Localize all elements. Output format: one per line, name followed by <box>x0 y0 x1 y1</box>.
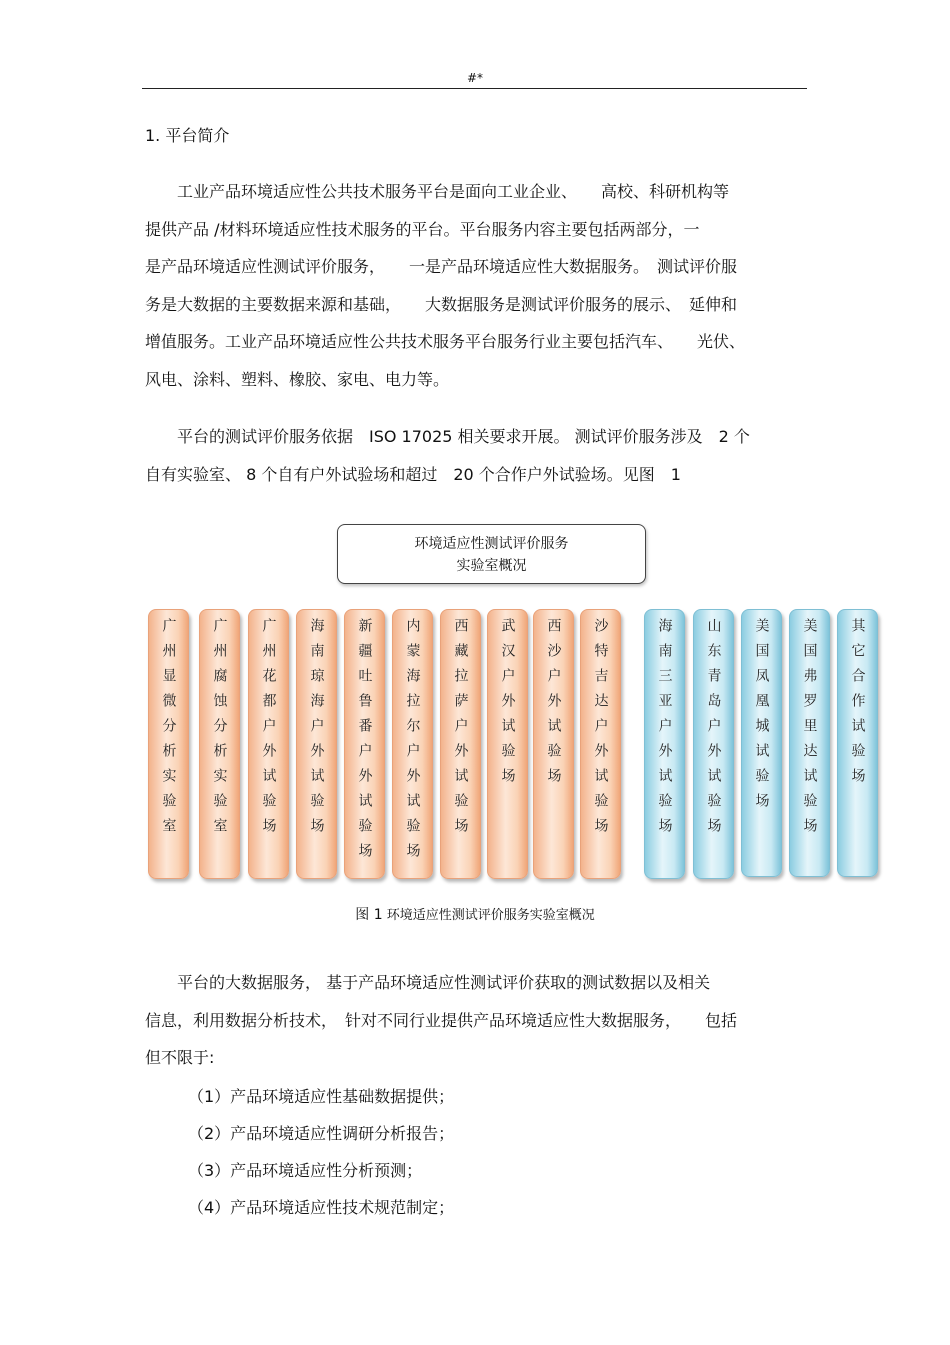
lab-name: 美国弗罗里达试验场 <box>801 618 818 843</box>
lab-name: 武汉户外试验场 <box>499 618 516 793</box>
list-item: （2）产品环境适应性调研分析报告； <box>188 1124 455 1143</box>
lab-box-inner-mongolia-hailar <box>392 609 433 879</box>
testing-line: 平台的测试评价服务依据 ISO 17025 相关要求开展。 测试评价服务涉及 2 个 <box>145 427 750 446</box>
diagram-title-box <box>337 524 646 584</box>
testing-line: 自有实验室、 8 个自有户外试验场和超过 20 个合作户外试验场。见图 1 <box>145 464 681 484</box>
lab-name: 山东青岛户外试验场 <box>705 618 722 843</box>
lab-name: 美国凤凰城试验场 <box>753 618 770 818</box>
intro-line: 提供产品 /材料环境适应性技术服务的平台。平台服务内容主要包括两部分，一 <box>145 219 700 239</box>
diagram-title-line1: 环境适应性测试评价服务 <box>414 536 569 552</box>
lab-name: 新疆吐鲁番户外试验场 <box>356 618 373 868</box>
lab-box-wuhan <box>487 609 528 879</box>
lab-box-shandong-qingdao <box>693 609 734 879</box>
lab-box-guangzhou-huadu <box>248 609 289 879</box>
intro-line: 是产品环境适应性测试评价服务， 一是产品环境适应性大数据服务。 测试评价服 <box>145 257 738 277</box>
lab-name: 沙特吉达户外试验场 <box>592 618 609 843</box>
lab-box-saudi-jeddah <box>580 609 621 879</box>
bigdata-line: 信息，利用数据分析技术， 针对不同行业提供产品环境适应性大数据服务， 包括 <box>145 1010 738 1030</box>
intro-line: 务是大数据的主要数据来源和基础， 大数据服务是测试评价服务的展示、 延伸和 <box>145 294 738 314</box>
diagram-title-line2: 实验室概况 <box>456 558 527 574</box>
lab-name: 海南琼海户外试验场 <box>308 618 325 843</box>
header-rule <box>142 88 807 89</box>
lab-name: 海南三亚户外试验场 <box>656 618 673 843</box>
lab-box-xinjiang-turpan <box>344 609 385 879</box>
lab-name: 内蒙海拉尔户外试验场 <box>404 618 421 868</box>
list-item: （3）产品环境适应性分析预测； <box>188 1161 423 1180</box>
page-header-mark: #* <box>466 71 484 85</box>
intro-line: 风电、涂料、塑料、橡胶、家电、电力等。 <box>145 369 450 389</box>
lab-box-guangzhou-microscopy <box>148 609 189 879</box>
intro-line: 增值服务。工业产品环境适应性公共技术服务平台服务行业主要包括汽车、 光伏、 <box>145 332 746 352</box>
lab-box-hainan-qionghai <box>296 609 337 879</box>
lab-name: 广州显微分析实验室 <box>160 618 177 843</box>
lab-box-other-partners <box>837 609 878 877</box>
bigdata-line: 平台的大数据服务， 基于产品环境适应性测试评价获取的测试数据以及相关 <box>145 973 711 992</box>
lab-box-guangzhou-corrosion <box>199 609 240 879</box>
figure-caption-text: 环境适应性测试评价服务实验室概况 <box>382 908 595 923</box>
figure-caption <box>0 905 950 926</box>
lab-box-hainan-sanya <box>644 609 685 879</box>
testing-paragraph <box>145 418 807 493</box>
lab-name: 西藏拉萨户外试验场 <box>452 618 469 843</box>
intro-line: 工业产品环境适应性公共技术服务平台是面向工业企业、 高校、科研机构等 <box>145 182 730 201</box>
bigdata-service-list <box>188 1078 454 1226</box>
list-item: （4）产品环境适应性技术规范制定； <box>188 1198 455 1217</box>
lab-name: 广州花都户外试验场 <box>260 618 277 843</box>
lab-box-xisha <box>533 609 574 879</box>
bigdata-line: 但不限于: <box>145 1048 215 1068</box>
intro-paragraph <box>145 173 807 399</box>
lab-name: 广州腐蚀分析实验室 <box>211 618 228 843</box>
lab-box-usa-phoenix <box>741 609 782 877</box>
bigdata-paragraph <box>145 964 807 1077</box>
lab-name: 其它合作试验场 <box>849 618 866 793</box>
lab-box-usa-florida <box>789 609 830 877</box>
figure-caption-number: 图 1 <box>355 907 383 923</box>
lab-name: 西沙户外试验场 <box>545 618 562 793</box>
section-heading: 1. 平台简介 <box>145 126 230 145</box>
lab-box-tibet-lhasa <box>440 609 481 879</box>
list-item: （1）产品环境适应性基础数据提供； <box>188 1087 455 1106</box>
